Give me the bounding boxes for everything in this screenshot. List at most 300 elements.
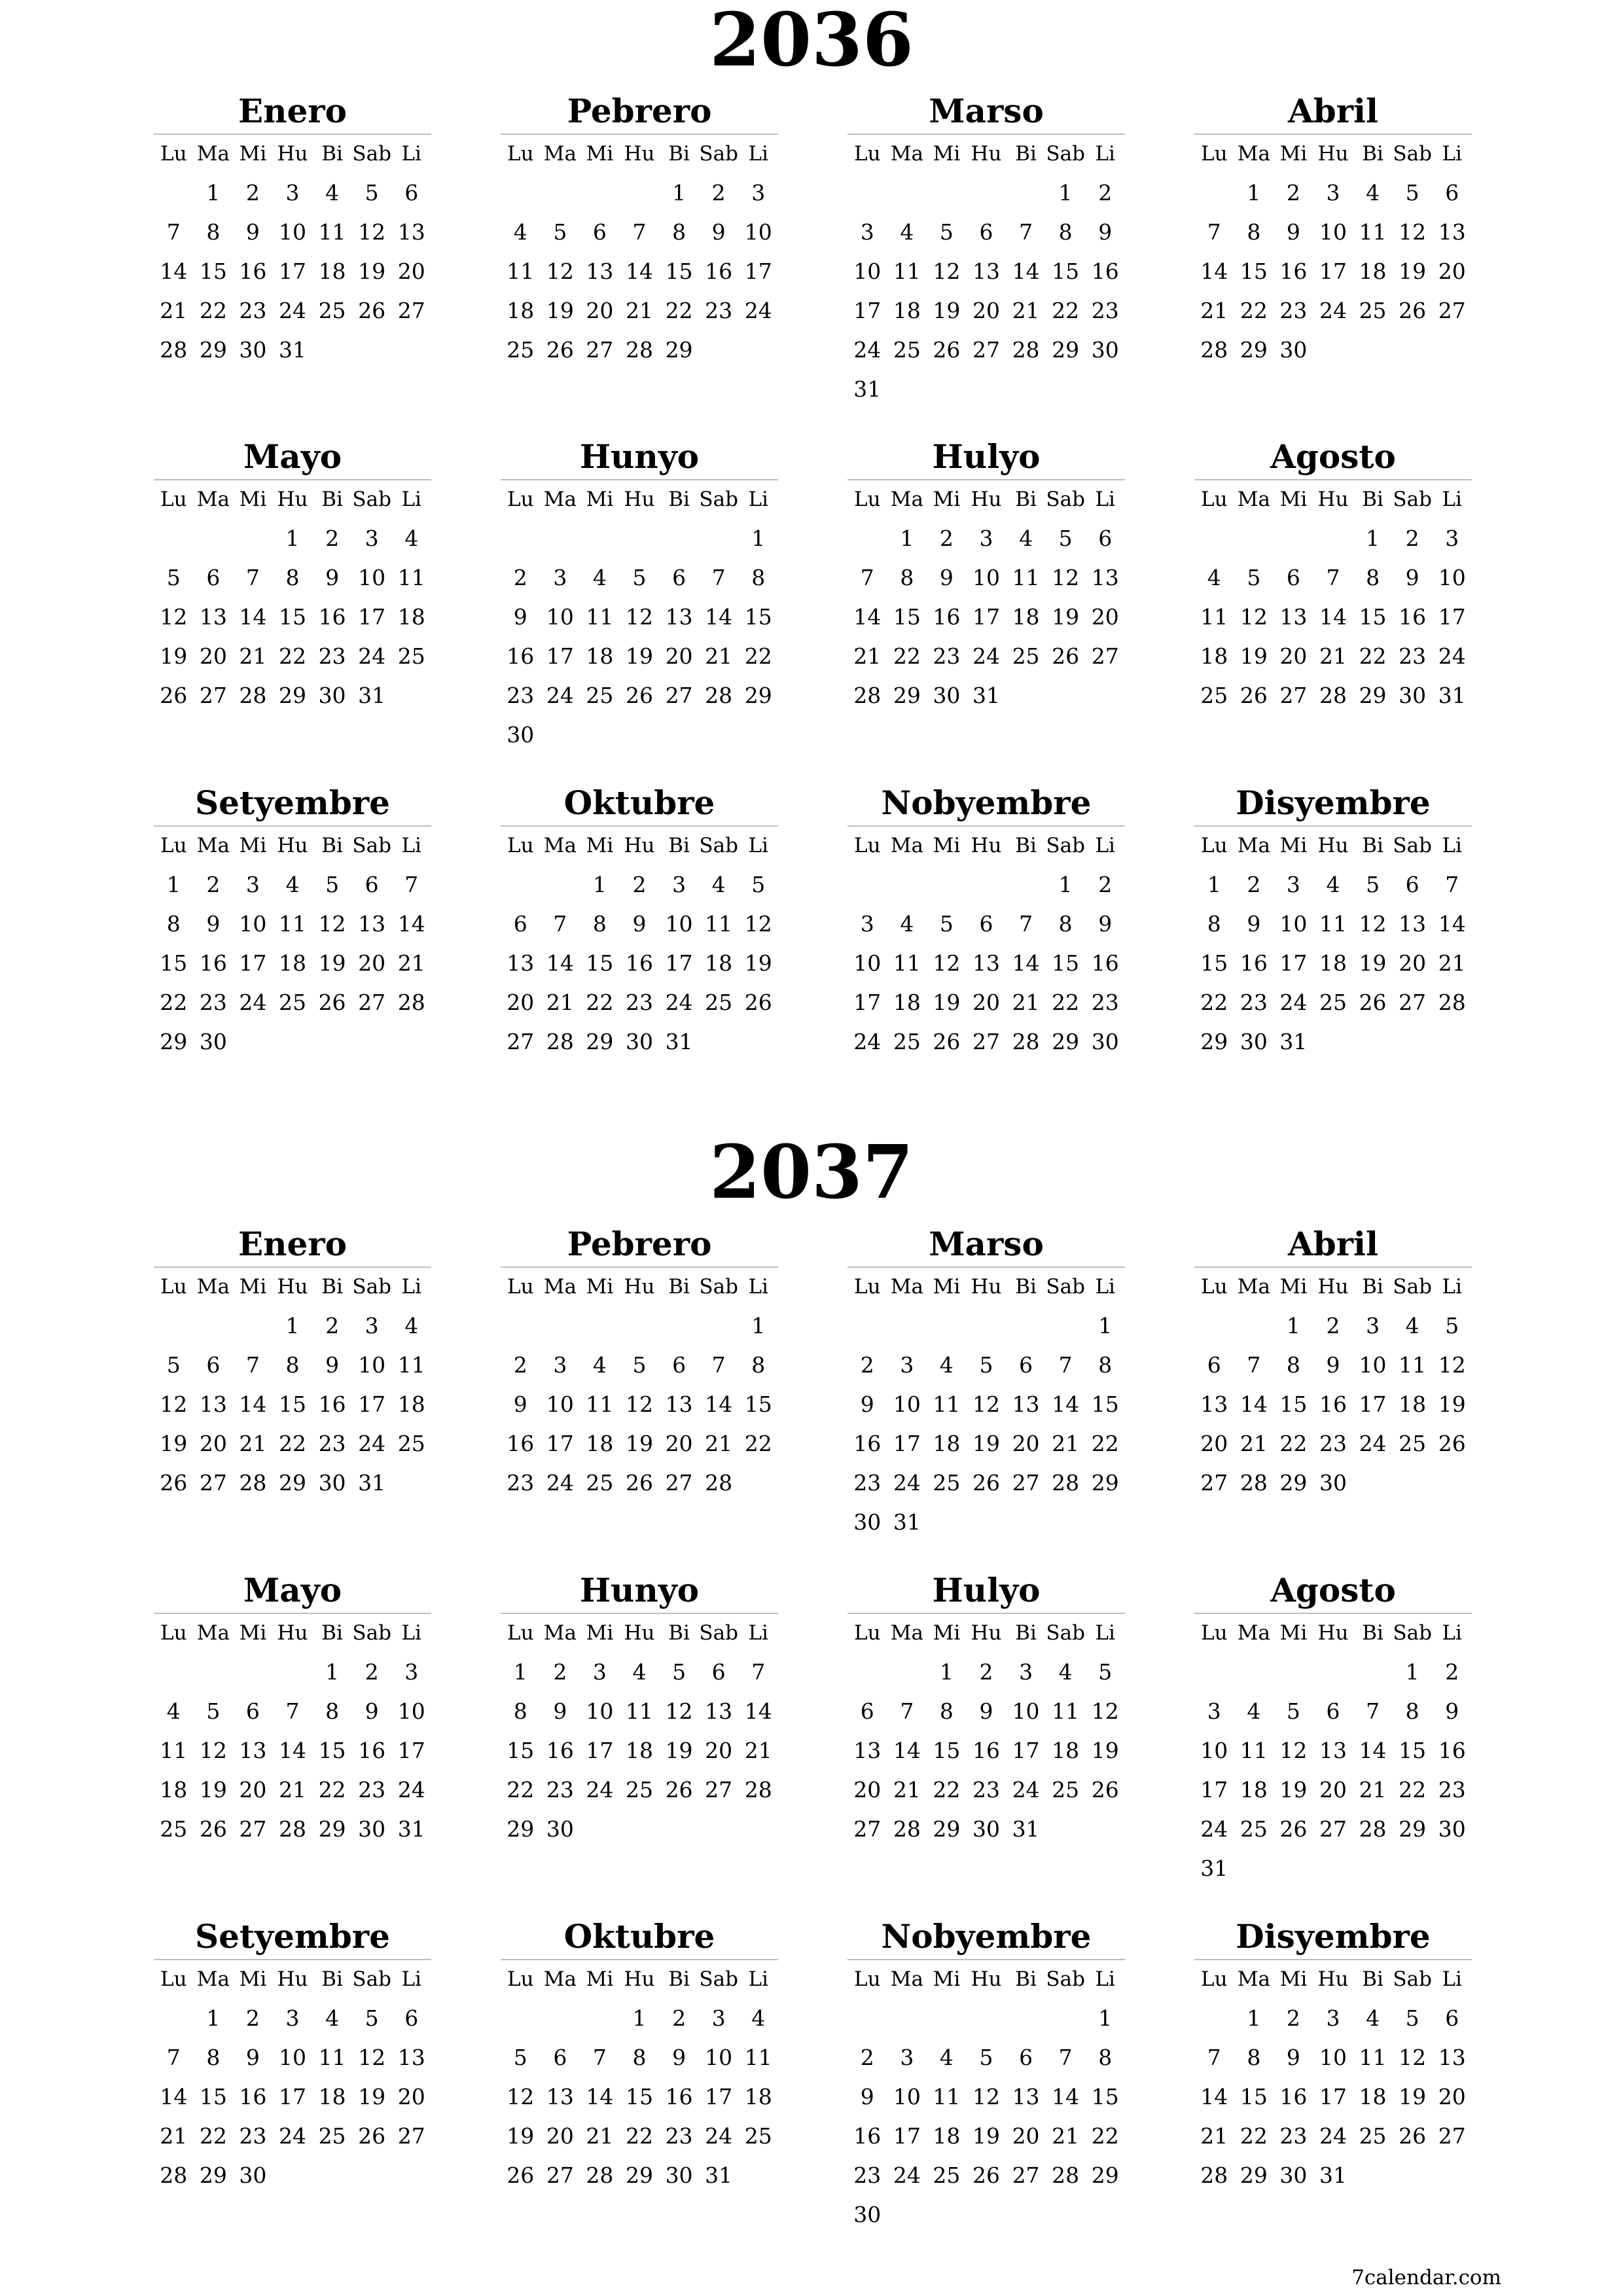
day-cell: 12 bbox=[507, 2083, 535, 2109]
day-cell: 19 bbox=[1399, 2083, 1427, 2109]
month-block bbox=[1194, 1571, 1472, 1888]
day-cell: 7 bbox=[592, 2044, 607, 2070]
day-cell: 4 bbox=[404, 1312, 419, 1338]
day-cell: 23 bbox=[853, 1469, 882, 1496]
week-row bbox=[847, 1502, 1125, 1541]
day-cell: 7 bbox=[711, 564, 726, 590]
weekday-label: Hu bbox=[971, 142, 1002, 166]
day-cell: 29 bbox=[318, 1816, 346, 1842]
day-cell: 29 bbox=[1091, 2162, 1119, 2188]
day-cell: 13 bbox=[199, 603, 227, 630]
day-cell: 23 bbox=[705, 297, 733, 323]
day-cell: 9 bbox=[979, 1698, 993, 1724]
weekday-label: Li bbox=[1095, 488, 1115, 511]
day-cell: 2 bbox=[325, 1312, 340, 1338]
weekday-label: Hu bbox=[971, 488, 1002, 511]
day-cell: 20 bbox=[1438, 2083, 1466, 2109]
week-row bbox=[847, 675, 1125, 715]
day-cell: 12 bbox=[625, 1391, 653, 1417]
weekday-label: Hu bbox=[277, 1275, 308, 1299]
week-row bbox=[847, 1384, 1125, 1424]
weekday-header bbox=[1194, 1614, 1472, 1652]
week-row bbox=[501, 291, 778, 330]
weekday-label: Ma bbox=[1237, 1275, 1270, 1299]
day-cell: 11 bbox=[1012, 564, 1040, 590]
day-cell: 17 bbox=[853, 297, 882, 323]
day-cell: 7 bbox=[751, 1659, 766, 1685]
day-cell: 12 bbox=[972, 2083, 1000, 2109]
day-cell: 3 bbox=[553, 564, 567, 590]
weekday-label: Bi bbox=[668, 1621, 690, 1645]
day-cell: 25 bbox=[625, 1776, 653, 1803]
day-cell: 14 bbox=[1052, 2083, 1080, 2109]
weekday-label: Bi bbox=[1362, 1621, 1383, 1645]
day-cell: 19 bbox=[160, 643, 188, 669]
day-cell: 22 bbox=[744, 1430, 772, 1456]
day-cell: 17 bbox=[397, 1737, 425, 1763]
day-cell: 17 bbox=[358, 1391, 386, 1417]
day-cell: 4 bbox=[1405, 1312, 1419, 1338]
day-cell: 24 bbox=[358, 643, 386, 669]
day-cell: 25 bbox=[1399, 1430, 1427, 1456]
day-cell: 19 bbox=[358, 258, 386, 284]
day-cell: 7 bbox=[860, 564, 874, 590]
day-cell: 6 bbox=[1445, 179, 1459, 206]
week-row bbox=[154, 904, 431, 943]
day-cell: 29 bbox=[1240, 2162, 1268, 2188]
day-cell: 15 bbox=[1399, 1737, 1427, 1763]
weekday-label: Ma bbox=[1237, 142, 1270, 166]
week-row bbox=[1194, 1384, 1472, 1424]
day-cell: 9 bbox=[365, 1698, 379, 1724]
day-cell: 27 bbox=[705, 1776, 733, 1803]
month-block bbox=[501, 437, 778, 754]
day-cell: 10 bbox=[546, 1391, 574, 1417]
day-cell: 14 bbox=[239, 603, 267, 630]
day-cell: 16 bbox=[1279, 2083, 1308, 2109]
week-row bbox=[847, 2077, 1125, 2116]
day-cell: 4 bbox=[900, 910, 914, 937]
day-cell: 25 bbox=[586, 682, 614, 708]
weekday-header bbox=[847, 1960, 1125, 1998]
week-row bbox=[154, 1809, 431, 1848]
day-cell: 4 bbox=[632, 1659, 647, 1685]
day-cell: 19 bbox=[318, 950, 346, 976]
day-cell: 12 bbox=[625, 603, 653, 630]
weekday-label: Hu bbox=[624, 1967, 655, 1991]
week-row bbox=[847, 251, 1125, 291]
month-name: Hunyo bbox=[579, 437, 700, 476]
day-cell: 13 bbox=[239, 1737, 267, 1763]
week-row bbox=[1194, 865, 1472, 904]
month-block bbox=[501, 92, 778, 369]
week-row bbox=[847, 1770, 1125, 1809]
day-cell: 6 bbox=[404, 179, 419, 206]
day-cell: 3 bbox=[1207, 1698, 1221, 1724]
day-cell: 19 bbox=[160, 1430, 188, 1456]
day-cell: 20 bbox=[1319, 1776, 1347, 1803]
day-cell: 2 bbox=[245, 179, 260, 206]
day-cell: 14 bbox=[853, 603, 882, 630]
day-cell: 21 bbox=[705, 643, 733, 669]
day-cell: 27 bbox=[586, 336, 614, 363]
day-cell: 21 bbox=[1052, 1430, 1080, 1456]
day-cell: 1 bbox=[1366, 525, 1380, 551]
weekday-header bbox=[1194, 135, 1472, 173]
week-row bbox=[154, 1691, 431, 1731]
month-block bbox=[154, 437, 431, 715]
weekday-label: Mi bbox=[586, 834, 614, 857]
day-cell: 9 bbox=[245, 219, 260, 245]
day-cell: 29 bbox=[933, 1816, 961, 1842]
day-cell: 19 bbox=[507, 2123, 535, 2149]
day-cell: 29 bbox=[1200, 1028, 1228, 1054]
day-cell: 17 bbox=[546, 1430, 574, 1456]
day-cell: 9 bbox=[1098, 910, 1113, 937]
day-cell: 2 bbox=[1405, 525, 1419, 551]
day-cell: 23 bbox=[239, 2123, 267, 2149]
day-cell: 1 bbox=[166, 871, 181, 897]
day-cell: 16 bbox=[1399, 603, 1427, 630]
day-cell: 14 bbox=[160, 258, 188, 284]
weekday-label: Bi bbox=[1362, 1275, 1383, 1299]
day-cell: 18 bbox=[278, 950, 306, 976]
day-cell: 10 bbox=[546, 603, 574, 630]
month-name: Marso bbox=[929, 92, 1044, 130]
day-cell: 9 bbox=[325, 564, 340, 590]
weekday-label: Mi bbox=[933, 142, 961, 166]
week-row bbox=[847, 943, 1125, 982]
weekday-label: Mi bbox=[1279, 1967, 1308, 1991]
day-cell: 22 bbox=[318, 1776, 346, 1803]
day-cell: 3 bbox=[751, 179, 766, 206]
day-cell: 8 bbox=[1098, 2044, 1113, 2070]
day-cell: 16 bbox=[507, 643, 535, 669]
weekday-label: Ma bbox=[543, 142, 577, 166]
weekday-header bbox=[501, 1614, 778, 1652]
day-cell: 13 bbox=[1319, 1737, 1347, 1763]
weekday-label: Ma bbox=[890, 1621, 923, 1645]
day-cell: 20 bbox=[665, 643, 693, 669]
day-cell: 15 bbox=[1052, 258, 1080, 284]
day-cell: 23 bbox=[1240, 989, 1268, 1015]
day-cell: 14 bbox=[705, 1391, 733, 1417]
day-cell: 25 bbox=[1012, 643, 1040, 669]
day-cell: 22 bbox=[1359, 643, 1387, 669]
day-cell: 1 bbox=[325, 1659, 340, 1685]
day-cell: 17 bbox=[1319, 258, 1347, 284]
day-cell: 25 bbox=[278, 989, 306, 1015]
day-cell: 10 bbox=[1279, 910, 1308, 937]
day-cell: 20 bbox=[1279, 643, 1308, 669]
month-block bbox=[154, 783, 431, 1061]
day-cell: 30 bbox=[625, 1028, 653, 1054]
day-cell: 26 bbox=[1399, 297, 1427, 323]
day-cell: 21 bbox=[1200, 297, 1228, 323]
weekday-label: Lu bbox=[1201, 488, 1228, 511]
weekday-label: Ma bbox=[196, 142, 230, 166]
day-cell: 5 bbox=[1098, 1659, 1113, 1685]
day-cell: 21 bbox=[1012, 989, 1040, 1015]
day-cell: 27 bbox=[199, 1469, 227, 1496]
weekday-label: Mi bbox=[586, 1621, 614, 1645]
day-cell: 5 bbox=[325, 871, 340, 897]
day-cell: 8 bbox=[1366, 564, 1380, 590]
day-cell: 2 bbox=[206, 871, 221, 897]
day-cell: 14 bbox=[160, 2083, 188, 2109]
weekday-label: Li bbox=[1442, 1621, 1462, 1645]
weekday-header bbox=[154, 1960, 431, 1998]
month-name: Hunyo bbox=[579, 1571, 700, 1609]
week-row bbox=[847, 865, 1125, 904]
day-cell: 28 bbox=[546, 1028, 574, 1054]
day-cell: 26 bbox=[625, 682, 653, 708]
month-block bbox=[1194, 437, 1472, 715]
week-row bbox=[847, 1809, 1125, 1848]
day-cell: 25 bbox=[705, 989, 733, 1015]
weekday-label: Li bbox=[748, 834, 768, 857]
day-cell: 23 bbox=[625, 989, 653, 1015]
month-name: Hulyo bbox=[932, 437, 1041, 476]
weekday-label: Li bbox=[1095, 834, 1115, 857]
day-cell: 12 bbox=[1052, 564, 1080, 590]
day-cell: 8 bbox=[672, 219, 687, 245]
day-cell: 28 bbox=[239, 682, 267, 708]
day-cell: 9 bbox=[1247, 910, 1261, 937]
weekday-label: Bi bbox=[1015, 1275, 1037, 1299]
weekday-label: Hu bbox=[1317, 834, 1349, 857]
day-cell: 5 bbox=[939, 219, 954, 245]
week-row bbox=[501, 251, 778, 291]
day-cell: 15 bbox=[665, 258, 693, 284]
day-cell: 13 bbox=[358, 910, 386, 937]
day-cell: 17 bbox=[1319, 2083, 1347, 2109]
day-cell: 16 bbox=[933, 603, 961, 630]
day-cell: 19 bbox=[972, 1430, 1000, 1456]
day-cell: 29 bbox=[278, 682, 306, 708]
day-cell: 23 bbox=[358, 1776, 386, 1803]
day-cell: 13 bbox=[665, 1391, 693, 1417]
day-cell: 7 bbox=[553, 910, 567, 937]
day-cell: 18 bbox=[933, 1430, 961, 1456]
week-row bbox=[154, 1022, 431, 1061]
day-cell: 13 bbox=[705, 1698, 733, 1724]
day-cell: 26 bbox=[358, 2123, 386, 2149]
weekday-label: Hu bbox=[971, 834, 1002, 857]
weekday-label: Lu bbox=[854, 834, 881, 857]
day-cell: 17 bbox=[1359, 1391, 1387, 1417]
day-cell: 16 bbox=[665, 2083, 693, 2109]
day-cell: 9 bbox=[860, 2083, 874, 2109]
day-cell: 8 bbox=[900, 564, 914, 590]
day-cell: 27 bbox=[239, 1816, 267, 1842]
day-cell: 3 bbox=[1286, 871, 1300, 897]
week-row bbox=[1194, 904, 1472, 943]
month-block bbox=[501, 1571, 778, 1848]
day-cell: 22 bbox=[160, 989, 188, 1015]
day-cell: 1 bbox=[1247, 179, 1261, 206]
weekday-label: Hu bbox=[971, 1967, 1002, 1991]
day-cell: 12 bbox=[1359, 910, 1387, 937]
day-cell: 22 bbox=[893, 643, 921, 669]
day-cell: 15 bbox=[199, 2083, 227, 2109]
day-cell: 18 bbox=[1399, 1391, 1427, 1417]
day-cell: 28 bbox=[705, 682, 733, 708]
day-cell: 19 bbox=[625, 643, 653, 669]
day-cell: 28 bbox=[1052, 1469, 1080, 1496]
day-cell: 26 bbox=[933, 336, 961, 363]
week-row bbox=[847, 1652, 1125, 1691]
day-cell: 22 bbox=[199, 297, 227, 323]
day-cell: 28 bbox=[1012, 336, 1040, 363]
year-title: 2036 bbox=[709, 0, 914, 83]
day-cell: 16 bbox=[1091, 950, 1119, 976]
day-cell: 16 bbox=[972, 1737, 1000, 1763]
day-cell: 8 bbox=[285, 564, 300, 590]
day-cell: 19 bbox=[1091, 1737, 1119, 1763]
day-cell: 26 bbox=[546, 336, 574, 363]
day-cell: 15 bbox=[744, 1391, 772, 1417]
day-cell: 6 bbox=[1207, 1352, 1221, 1378]
day-cell: 21 bbox=[625, 297, 653, 323]
weekday-label: Lu bbox=[507, 1967, 534, 1991]
weekday-label: Hu bbox=[624, 142, 655, 166]
weekday-label: Li bbox=[748, 1621, 768, 1645]
day-cell: 28 bbox=[893, 1816, 921, 1842]
year-title: 2037 bbox=[709, 1130, 914, 1215]
day-cell: 25 bbox=[397, 1430, 425, 1456]
day-cell: 20 bbox=[1399, 950, 1427, 976]
day-cell: 28 bbox=[705, 1469, 733, 1496]
month-name: Agosto bbox=[1270, 1571, 1396, 1609]
day-cell: 18 bbox=[933, 2123, 961, 2149]
week-row bbox=[154, 212, 431, 251]
weekday-label: Bi bbox=[1015, 488, 1037, 511]
day-cell: 17 bbox=[744, 258, 772, 284]
weekday-label: Ma bbox=[890, 488, 923, 511]
day-cell: 28 bbox=[160, 336, 188, 363]
day-cell: 21 bbox=[239, 1430, 267, 1456]
day-cell: 6 bbox=[1445, 2005, 1459, 2031]
weekday-label: Sab bbox=[1046, 1275, 1085, 1299]
day-cell: 10 bbox=[705, 2044, 733, 2070]
month-name: Disyembre bbox=[1236, 1917, 1431, 1956]
day-cell: 27 bbox=[1399, 989, 1427, 1015]
month-name: Mayo bbox=[243, 437, 342, 476]
weekday-header bbox=[154, 1614, 431, 1652]
day-cell: 7 bbox=[1207, 2044, 1221, 2070]
week-row bbox=[154, 943, 431, 982]
day-cell: 20 bbox=[546, 2123, 574, 2149]
day-cell: 10 bbox=[278, 219, 306, 245]
month-block bbox=[1194, 783, 1472, 1061]
month-block bbox=[847, 783, 1125, 1061]
weekday-label: Li bbox=[401, 142, 421, 166]
day-cell: 25 bbox=[318, 297, 346, 323]
weekday-label: Ma bbox=[1237, 1621, 1270, 1645]
weekday-label: Hu bbox=[624, 1621, 655, 1645]
week-row bbox=[1194, 1809, 1472, 1848]
day-cell: 27 bbox=[1279, 682, 1308, 708]
day-cell: 1 bbox=[285, 525, 300, 551]
day-cell: 1 bbox=[939, 1659, 954, 1685]
week-row bbox=[1194, 1022, 1472, 1061]
day-cell: 4 bbox=[285, 871, 300, 897]
day-cell: 6 bbox=[979, 910, 993, 937]
day-cell: 21 bbox=[1200, 2123, 1228, 2149]
day-cell: 2 bbox=[1286, 2005, 1300, 2031]
day-cell: 22 bbox=[625, 2123, 653, 2149]
week-row bbox=[847, 291, 1125, 330]
day-cell: 15 bbox=[1240, 2083, 1268, 2109]
day-cell: 13 bbox=[507, 950, 535, 976]
day-cell: 16 bbox=[705, 258, 733, 284]
day-cell: 1 bbox=[1247, 2005, 1261, 2031]
day-cell: 7 bbox=[166, 2044, 181, 2070]
day-cell: 23 bbox=[853, 2162, 882, 2188]
day-cell: 19 bbox=[199, 1776, 227, 1803]
week-row bbox=[501, 1652, 778, 1691]
day-cell: 17 bbox=[893, 2123, 921, 2149]
day-cell: 22 bbox=[1279, 1430, 1308, 1456]
weekday-label: Mi bbox=[239, 1621, 267, 1645]
month-block bbox=[154, 92, 431, 369]
day-cell: 6 bbox=[860, 1698, 874, 1724]
day-cell: 8 bbox=[206, 219, 221, 245]
day-cell: 11 bbox=[744, 2044, 772, 2070]
day-cell: 16 bbox=[1279, 258, 1308, 284]
day-cell: 19 bbox=[358, 2083, 386, 2109]
month-name: Agosto bbox=[1270, 437, 1396, 476]
day-cell: 14 bbox=[625, 258, 653, 284]
day-cell: 25 bbox=[1052, 1776, 1080, 1803]
day-cell: 2 bbox=[245, 2005, 260, 2031]
day-cell: 3 bbox=[285, 2005, 300, 2031]
day-cell: 11 bbox=[1359, 2044, 1387, 2070]
day-cell: 13 bbox=[1438, 219, 1466, 245]
day-cell: 11 bbox=[397, 1352, 425, 1378]
weekday-header bbox=[154, 480, 431, 518]
day-cell: 28 bbox=[744, 1776, 772, 1803]
weekday-label: Sab bbox=[699, 488, 738, 511]
day-cell: 26 bbox=[318, 989, 346, 1015]
day-cell: 5 bbox=[751, 871, 766, 897]
weekday-label: Hu bbox=[277, 834, 308, 857]
weekday-label: Li bbox=[1095, 1275, 1115, 1299]
day-cell: 7 bbox=[632, 219, 647, 245]
weekday-label: Mi bbox=[933, 1967, 961, 1991]
day-cell: 23 bbox=[933, 643, 961, 669]
week-row bbox=[154, 2116, 431, 2155]
weekday-label: Li bbox=[748, 1967, 768, 1991]
week-row bbox=[1194, 1848, 1472, 1888]
weekday-label: Li bbox=[1442, 834, 1462, 857]
day-cell: 2 bbox=[1326, 1312, 1340, 1338]
weekday-label: Sab bbox=[1046, 142, 1085, 166]
day-cell: 31 bbox=[893, 1509, 921, 1535]
week-row bbox=[501, 1463, 778, 1502]
day-cell: 13 bbox=[397, 219, 425, 245]
day-cell: 7 bbox=[1058, 1352, 1073, 1378]
day-cell: 5 bbox=[1366, 871, 1380, 897]
day-cell: 13 bbox=[665, 603, 693, 630]
week-row bbox=[1194, 597, 1472, 636]
day-cell: 20 bbox=[397, 2083, 425, 2109]
day-cell: 18 bbox=[1359, 2083, 1387, 2109]
day-cell: 17 bbox=[239, 950, 267, 976]
day-cell: 19 bbox=[1359, 950, 1387, 976]
day-cell: 23 bbox=[1279, 2123, 1308, 2149]
